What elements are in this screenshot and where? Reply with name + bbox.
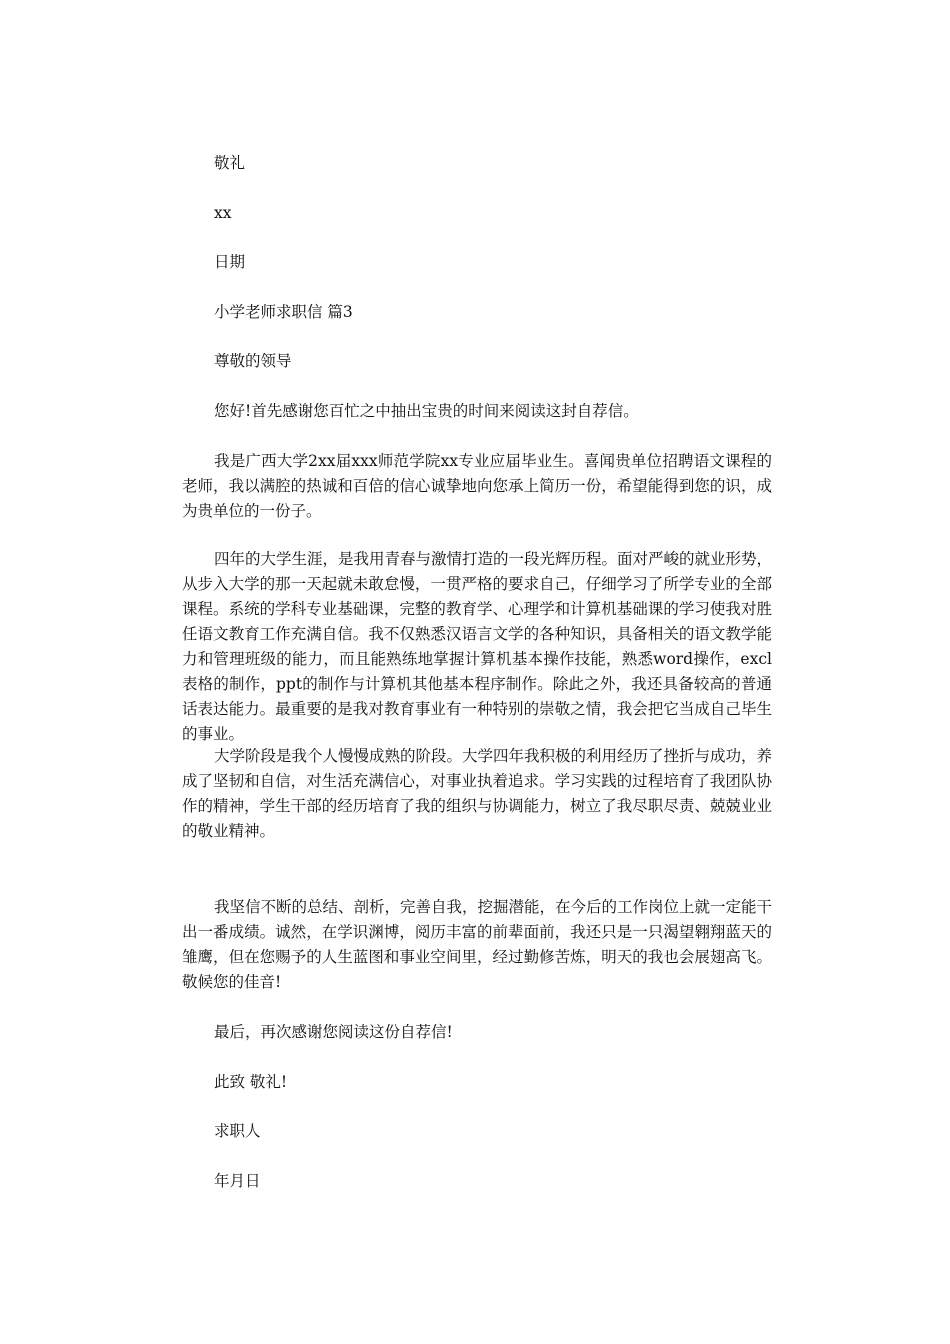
- salutation: 尊敬的领导: [214, 352, 292, 370]
- final-thanks: 最后，再次感谢您阅读这份自荐信!: [214, 1023, 453, 1041]
- date-label: 日期: [214, 253, 246, 271]
- body-paragraph: 我坚信不断的总结、剖析，完善自我，挖掘潜能，在今后的工作岗位上就一定能干出一番成绩。诚然，在学识渊博，阅历丰富的前辈面前，我还只是一只渴望翱翔蓝天的雏鹰，但在您赐予的人生蓝图和事业空间里，经过勤修苦炼，明天的我也会展翅高飞。敬候您的佳音!: [182, 898, 773, 991]
- section-title: 小学老师求职信 篇3: [214, 303, 353, 321]
- closing: 此致 敬礼!: [214, 1073, 288, 1091]
- applicant-label: 求职人: [214, 1122, 261, 1140]
- greeting: 您好!首先感谢您百忙之中抽出宝贵的时间来阅读这封自荐信。: [214, 402, 639, 420]
- signature-placeholder: xx: [214, 204, 232, 222]
- closing-salute: 敬礼: [214, 154, 246, 172]
- date-footer: 年月日: [214, 1172, 261, 1190]
- body-paragraph: 大学阶段是我个人慢慢成熟的阶段。大学四年我积极的利用经历了挫折与成功，养成了坚韧和自信，对生活充满信心，对事业执着追求。学习实践的过程培育了我团队协作的精神，学生干部的经历培育了我的组织与协调能力，树立了我尽职尽责、兢兢业业的敬业精神。: [182, 747, 773, 840]
- body-paragraph: 四年的大学生涯，是我用青春与激情打造的一段光辉历程。面对严峻的就业形势，从步入大学的那一天起就未敢怠慢，一贯严格的要求自己，仔细学习了所学专业的全部课程。系统的学科专业基础课，完整的教育学、心理学和计算机基础课的学习使我对胜任语文教育工作充满自信。我不仅熟悉汉语言文学的各种知识，具备相关的语文教学能力和管理班级的能力，而且能熟练地掌握计算机基本操作技能，熟悉word操作，excl表格的制作，ppt的制作与计算机其他基本程序制作。除此之外，我还具备较高的普通话表达能力。最重要的是我对教育事业有一种特别的崇敬之情，我会把它当成自己毕生的事业。: [182, 550, 773, 743]
- body-paragraph: 我是广西大学2xx届xxx师范学院xx专业应届毕业生。喜闻贵单位招聘语文课程的老师，我以满腔的热诚和百倍的信心诚挚地向您承上简历一份，希望能得到您的识，成为贵单位的一份子。: [182, 452, 772, 520]
